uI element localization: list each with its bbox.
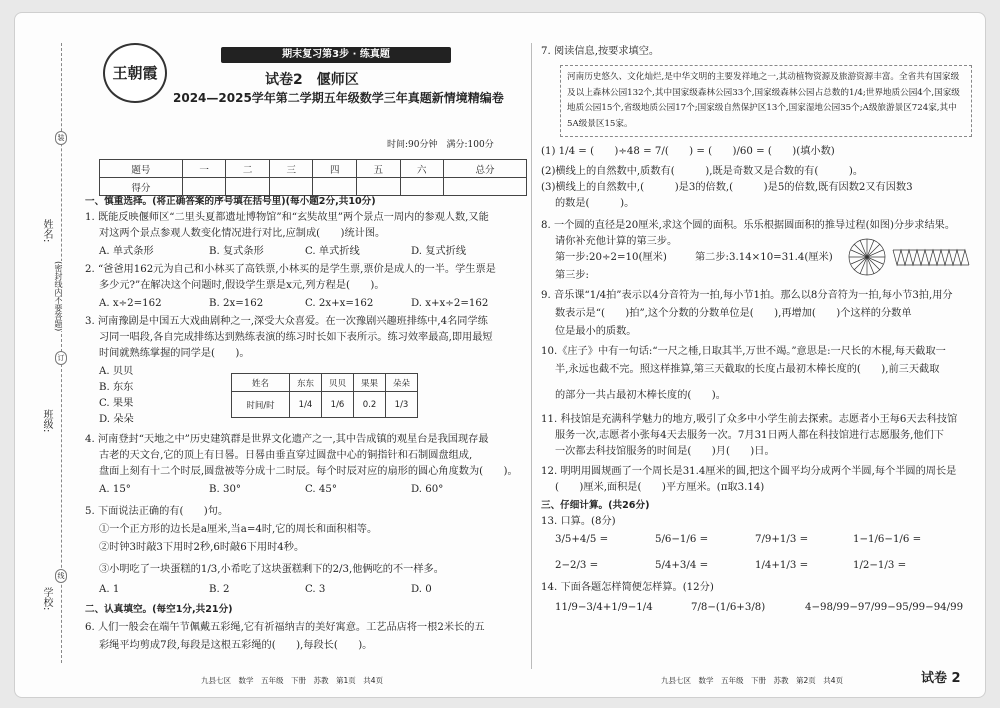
calc-6: 5/4+3/4 =	[655, 560, 709, 571]
table-cell: 朵朵	[386, 374, 418, 392]
q5-statement-3: ③小明吃了一块蛋糕的1/3,小希吃了这块蛋糕剩下的2/3,他俩吃的不一样多。	[99, 564, 444, 575]
seal-oval-2: 订	[55, 351, 67, 365]
table-cell: 东东	[290, 374, 322, 392]
q5-option-d[interactable]: D. 0	[411, 584, 432, 595]
calc-11: 4−98/99−97/99−95/99−94/99	[805, 602, 964, 613]
q7-part-3-line1: (3)横线上的自然数中,( )是3的倍数,( )是5的倍数,既有因数2又有因数3	[541, 182, 913, 193]
q7-stem: 7. 阅读信息,按要求填空。	[541, 46, 660, 57]
score-input[interactable]	[313, 178, 357, 196]
school-label: 学校:	[41, 587, 52, 611]
q5-statement-1: ①一个正方形的边长是a厘米,当a=4时,它的周长和面积相等。	[99, 524, 378, 535]
q10-line2: 半,永远也截不完。照这样推算,第三天截取的长度占最初木棒长度的( ),前三天截取	[555, 364, 940, 375]
calc-10: 7/8−(1/6+3/8)	[691, 602, 766, 613]
table-cell: 1/6	[322, 392, 354, 418]
score-value-row	[100, 178, 527, 196]
exam-sheet	[14, 12, 986, 698]
q2-option-b[interactable]: B. 2x=162	[209, 298, 264, 309]
q9-line1: 9. 音乐课“1/4拍”表示以4分音符为一拍,每小节1拍。那么以8分音符为一拍,每小节3拍,用分	[541, 290, 953, 301]
footer-right: 九县七区 数学 五年级 下册 苏教 第2页 共4页	[661, 676, 844, 685]
seal-note: (密封线内不要答题)	[54, 261, 63, 332]
q12-line1: 12. 明明用圆规画了一个周长是31.4厘米的圆,把这个圆平均分成两个半圆,每个半圆的周长是	[541, 466, 957, 477]
q8-line2: 请你补充他计算的第三步。	[555, 236, 678, 247]
calc-8: 1/2−1/3 =	[853, 560, 907, 571]
score-input[interactable]	[400, 178, 444, 196]
q8-line1: 8. 一个圆的直径是20厘米,求这个圆的面积。乐乐根据圆面积的推导过程(如图)分步求结果。	[541, 220, 956, 231]
q4-option-a[interactable]: A. 15°	[99, 484, 131, 495]
score-cell: 一	[182, 160, 226, 178]
q14-stem: 14. 下面各题怎样简便怎样算。(12分)	[541, 582, 714, 593]
score-cell: 三	[269, 160, 313, 178]
score-cell: 四	[313, 160, 357, 178]
q2-option-d[interactable]: D. x+x÷2=162	[411, 298, 489, 309]
q5-statement-2: ②时钟3时敲3下用时2秒,6时敲6下用时4秒。	[99, 542, 305, 553]
time-info: 时间:90分钟 满分:100分	[387, 140, 494, 150]
class-label: 班级:	[41, 409, 52, 433]
practice-time-table	[231, 373, 418, 418]
q4-line1: 4. 河南登封“天地之中”历史建筑群是世界文化遗产之一,其中告成镇的观星台是我国现存最	[85, 434, 489, 445]
q7-part-3-line2: 的数是( )。	[555, 198, 635, 209]
q9-line2: 数表示是“( )拍”,这个分数的分数单位是( ),再增加( )个这样的分数单	[555, 308, 912, 319]
circle-area-diagram	[847, 235, 973, 281]
q1-option-a[interactable]: A. 单式条形	[99, 246, 154, 257]
q10-line1: 10.《庄子》中有一句话:“一尺之棰,日取其半,万世不竭。”意思是:一尺长的木棍,每天截取一	[541, 346, 946, 357]
table-cell: 1/4	[290, 392, 322, 418]
table-cell: 1/3	[386, 392, 418, 418]
binding-margin	[15, 13, 75, 698]
table-cell: 姓名	[232, 374, 290, 392]
name-label: 姓名:	[41, 219, 52, 243]
paper-title: 试卷2 偃师区	[265, 72, 359, 88]
score-input[interactable]	[444, 178, 527, 196]
q9-line3: 位是最小的质数。	[555, 326, 637, 337]
score-input[interactable]	[357, 178, 401, 196]
q2-line1: 2. “爸爸用162元为自己和小林买了高铁票,小林买的是学生票,票价是成人的一半。学生票是	[85, 264, 496, 275]
score-table	[99, 159, 527, 196]
table-cell: 0.2	[354, 392, 386, 418]
calc-9: 11/9−3/4+1/9−1/4	[555, 602, 653, 613]
q6-line2: 彩绳平均剪成7段,每段是这根五彩绳的( ),每段长( )。	[99, 640, 373, 651]
q10-line3: 的部分一共占最初木棒长度的( )。	[555, 390, 726, 401]
calc-4: 1−1/6−1/6 =	[853, 534, 922, 545]
q8-step-3: 第三步:	[555, 270, 589, 281]
score-cell: 五	[357, 160, 401, 178]
q1-line1: 1. 既能反映偃师区“二里头夏都遗址博物馆”和“玄奘故里”两个景点一周内的参观人数,又能	[85, 212, 489, 223]
q12-line2: ( )厘米,面积是( )平方厘米。(π取3.14)	[555, 482, 765, 493]
score-input[interactable]	[226, 178, 270, 196]
q8-step-2: 第二步:3.14×10=31.4(厘米)	[695, 252, 833, 263]
q3-line1: 3. 河南豫剧是中国五大戏曲剧种之一,深受大众喜爱。在一次豫剧兴趣班排练中,4名同学练	[85, 316, 488, 327]
q4-option-d[interactable]: D. 60°	[411, 484, 444, 495]
q4-option-c[interactable]: C. 45°	[305, 484, 337, 495]
q13-stem: 13. 口算。(8分)	[541, 516, 616, 527]
q3-option-b[interactable]: B. 东东	[99, 382, 134, 393]
q3-option-d[interactable]: D. 朵朵	[99, 414, 134, 425]
score-cell: 得分	[100, 178, 183, 196]
q11-line1: 11. 科技馆是充满科学魅力的地方,吸引了众多中小学生前去探索。志愿者小王每6天去科技馆	[541, 414, 958, 425]
q5-stem: 5. 下面说法正确的有( )句。	[85, 506, 229, 517]
score-input[interactable]	[269, 178, 313, 196]
q2-option-a[interactable]: A. x÷2=162	[99, 298, 162, 309]
score-cell: 六	[400, 160, 444, 178]
q1-option-c[interactable]: C. 单式折线	[305, 246, 360, 257]
q2-line2: 多少元?”在解决这个问题时,假设学生票是x元,列方程是( )。	[99, 280, 385, 291]
calc-1: 3/5+4/5 =	[555, 534, 609, 545]
table-cell: 贝贝	[322, 374, 354, 392]
seal-oval-3: 线	[55, 569, 67, 583]
q5-option-a[interactable]: A. 1	[99, 584, 120, 595]
section-3-heading: 三、仔细计算。(共26分)	[541, 500, 650, 511]
q11-line3: 一次都去科技馆服务的时间是( )月( )日。	[555, 446, 775, 457]
q1-line2: 对这两个景点参观人数变化情况进行对比,应制成( )统计图。	[99, 228, 386, 239]
review-banner: 期末复习第3步 · 练真题	[221, 47, 451, 63]
q4-option-b[interactable]: B. 30°	[209, 484, 242, 495]
table-cell: 时间/时	[232, 392, 290, 418]
score-input[interactable]	[182, 178, 226, 196]
score-cell: 二	[226, 160, 270, 178]
score-cell: 题号	[100, 160, 183, 178]
q5-option-c[interactable]: C. 3	[305, 584, 326, 595]
q4-line3: 盘面上刻有十二个时辰,圆盘被等分成十二时辰。每个时辰对应的扇形的圆心角度数为( )。	[99, 466, 518, 477]
q1-option-d[interactable]: D. 复式折线	[411, 246, 467, 257]
q3-line3: 时间就熟练掌握的同学是( )。	[99, 348, 250, 359]
q1-option-b[interactable]: B. 复式条形	[209, 246, 264, 257]
q5-option-b[interactable]: B. 2	[209, 584, 230, 595]
q3-line2: 习同一唱段,各自完成排练达到熟练表演的练习时长如下表所示。练习效率最高,即用最短	[99, 332, 493, 343]
seal-oval-1: 装	[55, 131, 67, 145]
section-1-heading: 一、慎重选择。(将正确答案的序号填在括号里)(每小题2分,共10分)	[85, 196, 376, 207]
q4-line2: 古老的天文台,它的顶上有日晷。日晷由垂直穿过圆盘中心的铜指针和石制圆盘组成,	[99, 450, 473, 461]
paper-subtitle: 2024—2025学年第二学期五年级数学三年真题新情境精编卷	[173, 91, 504, 105]
paper-code: 试卷 2	[921, 671, 961, 686]
calc-2: 5/6−1/6 =	[655, 534, 709, 545]
calc-3: 7/9+1/3 =	[755, 534, 809, 545]
q8-step-1: 第一步:20÷2=10(厘米)	[555, 252, 667, 263]
info-box: 河南历史悠久、文化灿烂,是中华文明的主要发祥地之一,其动植物资源及旅游资源丰富。全省共有国家级及以上森林公园132个,其中国家级森林公园33个,国家级森林公园占总数的1/4;世界地质公园4个,国家级地质公园15个,省级地质公园17个;国家级自然保护区13个,国家湿地公园35个;A级旅游景区724家,其中5A级景区15家。	[560, 65, 972, 137]
q7-part-2: (2)横线上的自然数中,质数有( ),既是奇数又是合数的有( )。	[541, 166, 864, 177]
publisher-logo: 王朝霞	[103, 43, 167, 103]
section-2-heading: 二、认真填空。(每空1分,共21分)	[85, 604, 233, 615]
score-cell: 总分	[444, 160, 527, 178]
calc-7: 1/4+1/3 =	[755, 560, 809, 571]
table-cell: 果果	[354, 374, 386, 392]
q3-option-c[interactable]: C. 果果	[99, 398, 134, 409]
q6-line1: 6. 人们一般会在端午节佩戴五彩绳,它有祈福纳吉的美好寓意。工艺品店将一根2米长的五	[85, 622, 485, 633]
footer-left: 九县七区 数学 五年级 下册 苏教 第1页 共4页	[201, 676, 384, 685]
q11-line2: 服务一次,志愿者小张每4天去服务一次。7月31日两人都在科技馆进行志愿服务,他们下	[555, 430, 944, 441]
q7-part-1: (1) 1/4 = ( )÷48 = 7/( ) = ( )/60 = ( )(填小数)	[541, 146, 835, 157]
calc-5: 2−2/3 =	[555, 560, 599, 571]
q3-option-a[interactable]: A. 贝贝	[99, 366, 134, 377]
q2-option-c[interactable]: C. 2x+x=162	[305, 298, 374, 309]
column-divider	[531, 43, 532, 669]
score-header-row	[100, 160, 527, 178]
